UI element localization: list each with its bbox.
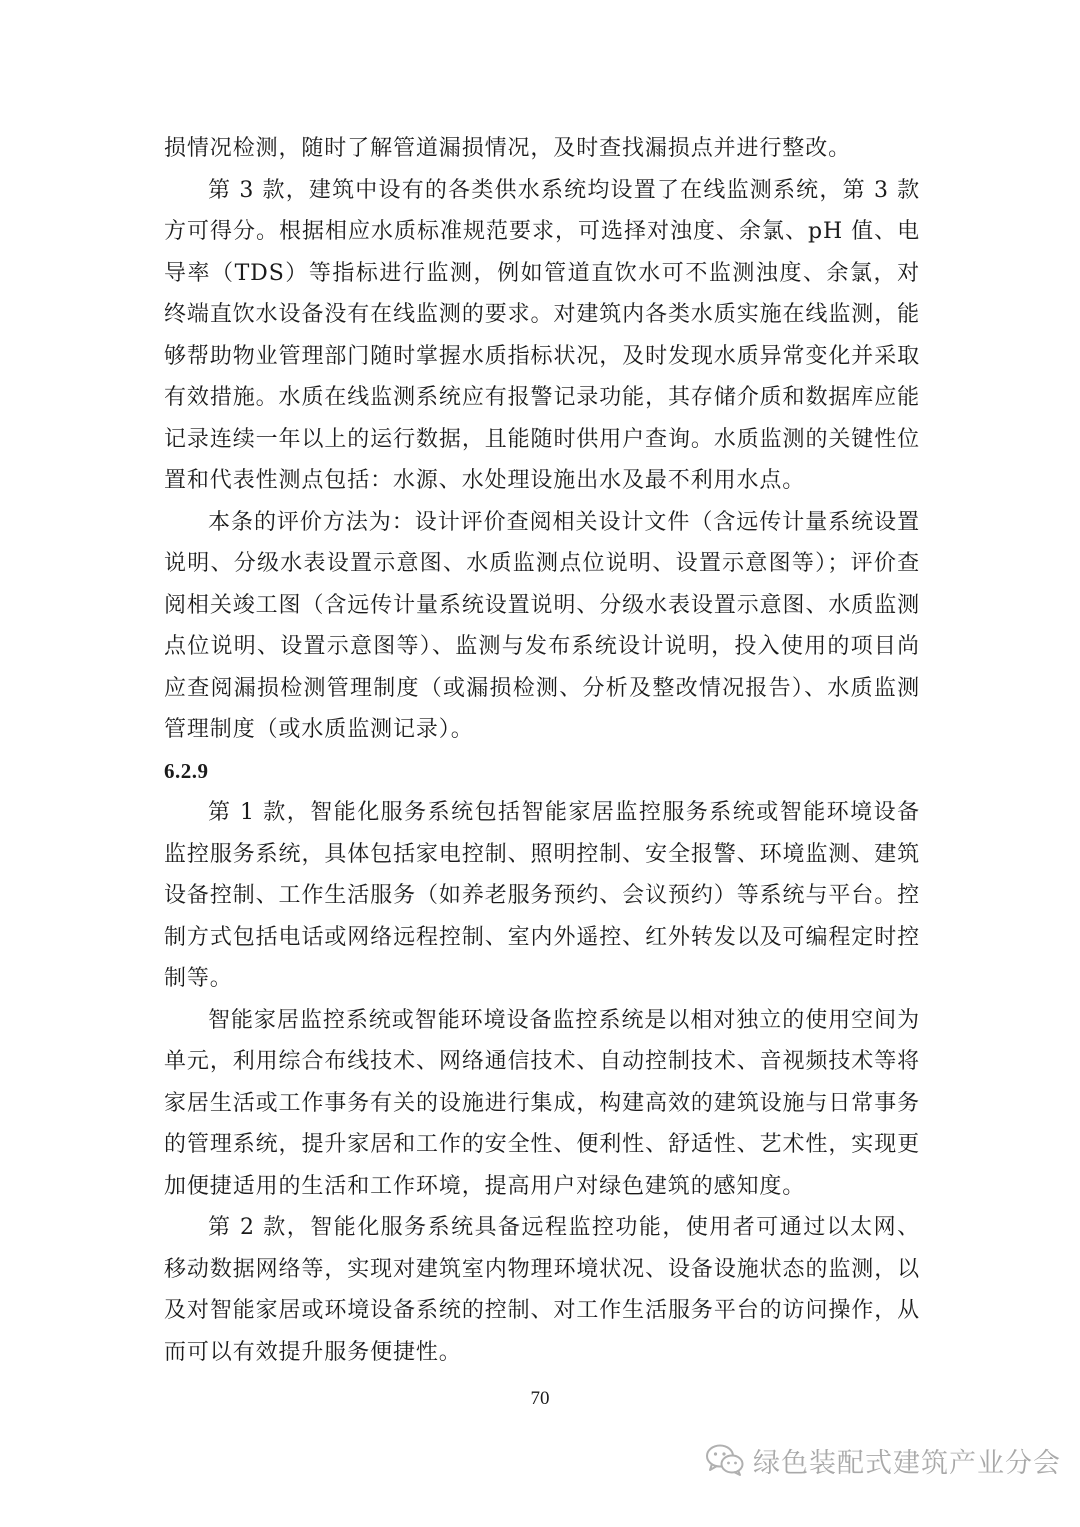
section-heading: 6.2.9 xyxy=(164,758,209,783)
page-number: 70 xyxy=(530,1388,550,1409)
wechat-icon xyxy=(705,1443,745,1477)
document-body xyxy=(164,128,920,1373)
paragraph-continuation: 损情况检测，随时了解管道漏损情况，及时查找漏损点并进行整改。 xyxy=(164,136,852,161)
paragraph-clause-1: 第 1 款，智能化服务系统包括智能家居监控服务系统或智能环境设备监控服务系统，具体包括家电控制、照明控制、安全报警、环境监测、建筑设备控制、工作生活服务（如养老服务预约、会议预约）等系统与平台。控制方式包括电话或网络远程控制、室内外遥控、红外转发以及可编程定时控制等。 xyxy=(164,800,920,991)
watermark-text: 绿色装配式建筑产业分会 xyxy=(753,1447,1061,1479)
paragraph-evaluation-method: 本条的评价方法为：设计评价查阅相关设计文件（含远传计量系统设置说明、分级水表设置示意图、水质监测点位说明、设置示意图等）；评价查阅相关竣工图（含远传计量系统设置说明、分级水表设置示意图、水质监测点位说明、设置示意图等）、监测与发布系统设计说明，投入使用的项目尚应查阅漏损检测管理制度（或漏损检测、分析及整改情况报告）、水质监测管理制度（或水质监测记录）。 xyxy=(164,509,920,742)
paragraph-clause-3: 第 3 款，建筑中设有的各类供水系统均设置了在线监测系统，第 3 款方可得分。根据相应水质标准规范要求，可选择对浊度、余氯、pH 值、电导率（TDS）等指标进行监测，例如管道直饮水可不监测浊度、余氯，对终端直饮水设备没有在线监测的要求。对建筑内各类水质实施在线监测，能够帮助物业管理部门随时掌握水质指标状况，及时发现水质异常变化并采取有效措施。水质在线监测系统应有报警记录功能，其存储介质和数据库应能记录连续一年以上的运行数据，且能随时供用户查询。水质监测的关键性位置和代表性测点包括：水源、水处理设施出水及最不利用水点。 xyxy=(164,177,920,493)
paragraph-clause-2: 第 2 款，智能化服务系统具备远程监控功能，使用者可通过以太网、移动数据网络等，实现对建筑室内物理环境状况、设备设施状态的监测，以及对智能家居或环境设备系统的控制、对工作生活服务平台的访问操作，从而可以有效提升服务便捷性。 xyxy=(164,1215,920,1365)
paragraph-smart-home: 智能家居监控系统或智能环境设备监控系统是以相对独立的使用空间为单元，利用综合布线技术、网络通信技术、自动控制技术、音视频技术等将家居生活或工作事务有关的设施进行集成，构建高效的建筑设施与日常事务的管理系统，提升家居和工作的安全性、便利性、舒适性、艺术性，实现更加便捷适用的生活和工作环境，提高用户对绿色建筑的感知度。 xyxy=(164,1007,920,1199)
watermark xyxy=(705,1440,1061,1480)
